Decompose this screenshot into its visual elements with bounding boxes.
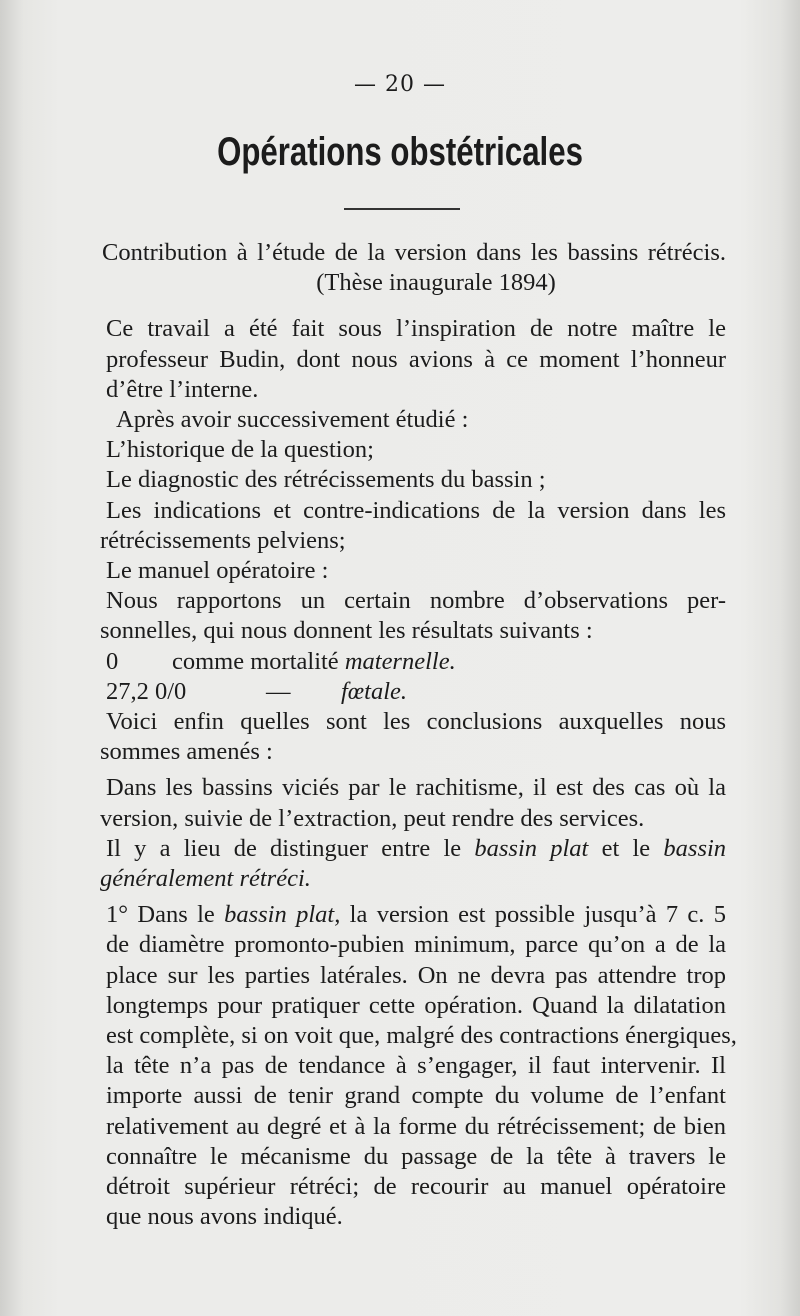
report-line: sonnelles, qui nous donnent les résultats suivants : <box>100 617 593 645</box>
point1-line: la tête n’a pas de tendance à s’engager, il faut intervenir. Il <box>106 1052 726 1080</box>
intro-line: Ce travail a été fait sous l’inspiration de notre maître le <box>106 315 726 343</box>
result-row-fetal <box>106 677 726 707</box>
distinguish-line-2 <box>100 864 726 894</box>
title-rule <box>344 208 460 210</box>
distinguish-general: généralement rétréci. <box>100 865 311 893</box>
distinguish-mid: et le <box>601 834 651 862</box>
point1-line: de diamètre promonto-pubien minimum, parce qu’on a de la <box>106 931 726 959</box>
result-value: 27,2 0/0 <box>106 677 187 705</box>
conclusions-line: sommes amenés : <box>100 738 273 766</box>
rachitism-line: Dans les bassins viciés par le rachitisme, il est des cas où la <box>106 774 726 802</box>
studied-item: L’historique de la question; <box>106 436 374 464</box>
point1-line: détroit supérieur rétréci; de recourir au manuel opératoire <box>106 1173 726 1201</box>
point1-line: longtemps pour pratiquer cette opération. Quand la dilatation <box>106 991 726 1019</box>
result-value: 0 <box>106 647 119 675</box>
heading-line-2: (Thèse inaugurale 1894) <box>316 269 556 297</box>
rachitism-line: version, suivie de l’extraction, peut rendre des services. <box>100 804 645 832</box>
intro-line: d’être l’interne. <box>106 375 259 403</box>
page-number: — 20 — <box>354 72 446 97</box>
report-line: Nous rapportons un certain nombre d’observations per- <box>106 587 726 615</box>
result-row-maternal <box>106 647 726 677</box>
heading-line-1: Contribution à l’étude de la version dans les bassins rétrécis. <box>102 239 726 266</box>
point1-flat: bassin plat, <box>224 901 341 929</box>
studied-item: rétrécissements pelviens; <box>100 526 346 554</box>
point1-line: que nous avons indiqué. <box>106 1203 343 1231</box>
result-type: fœtale. <box>341 677 408 705</box>
section-title: Opérations obstétricales <box>217 130 583 174</box>
result-label: comme mortalité <box>172 647 339 675</box>
result-type: maternelle. <box>344 647 456 675</box>
point1-first-line <box>106 900 726 930</box>
body-text <box>100 238 737 1233</box>
distinguish-text: Il y a lieu de distinguer entre le <box>106 834 462 862</box>
intro-line: professeur Budin, dont nous avions à ce moment l’honneur <box>106 345 726 373</box>
distinguish-flat: bassin plat <box>474 834 589 862</box>
point1-post: la version est possible jusqu’à 7 c. 5 <box>349 901 727 929</box>
point1-line: place sur les parties latérales. On ne devra pas attendre trop <box>106 961 726 989</box>
point1-line: est complète, si on voit que, malgré des contractions énergiques, <box>106 1022 737 1050</box>
point1-line: connaître le mécanisme du passage de la tête à travers le <box>106 1142 726 1170</box>
studied-item: Les indications et contre-indications de la version dans les <box>106 496 726 524</box>
result-dash: — <box>266 677 291 705</box>
point1-line: importe aussi de tenir grand compte du volume de l’enfant <box>106 1082 726 1110</box>
distinguish-line <box>106 834 726 864</box>
studied-item: Le manuel opératoire : <box>106 557 329 585</box>
distinguish-basin: bassin <box>663 834 727 862</box>
conclusions-line: Voici enfin quelles sont les conclusions auxquelles nous <box>106 708 726 736</box>
point1-pre: 1° Dans le <box>106 901 215 929</box>
point1-line: relativement au degré et à la forme du rétrécissement; de bien <box>106 1112 726 1140</box>
studied-item: Le diagnostic des rétrécissements du bassin ; <box>106 466 546 494</box>
studied-lead: Après avoir successivement étudié : <box>116 406 469 434</box>
